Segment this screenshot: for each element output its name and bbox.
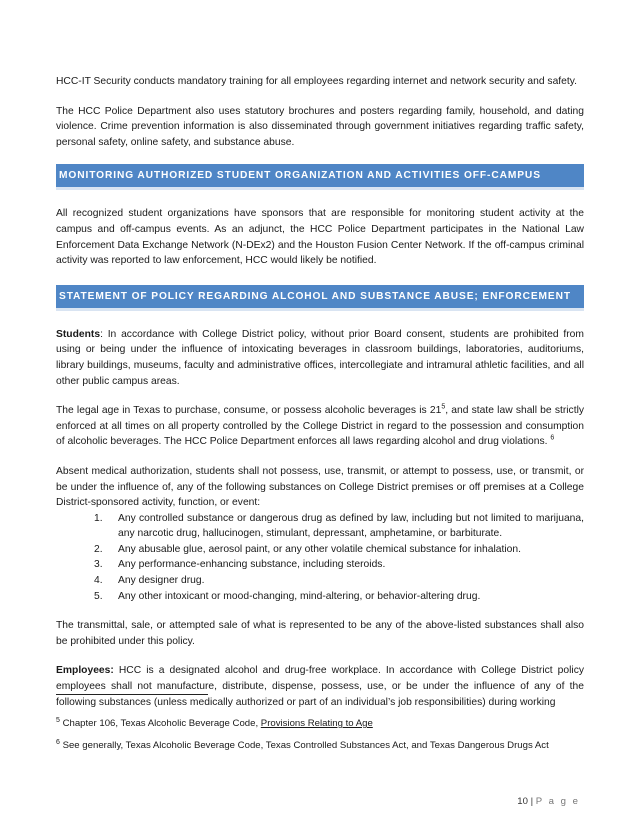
footer-separator: | [527, 796, 536, 807]
paragraph-it-security: HCC-IT Security conducts mandatory training for all employees regarding internet and network security and safety. [56, 76, 578, 87]
list-item: 1. Any controlled substance or dangerous drug as defined by law, including but not limited to marijuana, any narcotic drug, hallucinogen, stimulant, depressant, amphetamine, or barbiturate. [94, 512, 584, 540]
footnote-5-link[interactable]: Provisions Relating to Age [260, 718, 373, 729]
footnote-divider [56, 694, 208, 695]
employees-label: Employees: [56, 665, 114, 677]
page-label: P a g e [535, 796, 580, 807]
paragraph-employees [56, 663, 584, 710]
page-footer [517, 796, 580, 807]
students-label: Students [56, 328, 101, 340]
footnote-ref-6: 6 [550, 434, 555, 442]
paragraph-police-brochures: The HCC Police Department also uses statutory brochures and posters regarding family, household, and dating violence. Crime prevention information is also disseminated through government initiatives regarding traffic safety, personal safety, online safety, and substance abuse. [56, 105, 584, 148]
paragraph-legal-age [56, 403, 584, 450]
document-body [56, 74, 584, 710]
section-heading-monitoring: MONITORING AUTHORIZED STUDENT ORGANIZATION AND ACTIVITIES OFF-CAMPUS [56, 164, 584, 190]
footnote-5 [56, 718, 373, 730]
paragraph-absent-authorization: Absent medical authorization, students shall not possess, use, transmit, or attempt to possess, use, or transmit, or be under the influence of, any of the following substances on College District premises or off premises at a College District-sponsored activity, function, or event: [56, 465, 584, 509]
paragraph-student-organizations: All recognized student organizations have sponsors that are responsible for monitoring student activity at the campus and off-campus events. As an adjunct, the HCC Police Department participates in the National Law Enforcement Data Exchange Network (N-DEx2) and the Houston Fusion Center Network. If the off-campus criminal activity was reported to law enforcement, HCC would likely be notified. [56, 208, 584, 267]
page-number: 10 [517, 796, 528, 807]
list-item: 4. Any designer drug. [94, 575, 205, 587]
legal-age-text-a: The legal age in Texas to purchase, consume, or possess alcoholic beverages is 21 [56, 405, 442, 417]
list-item: 3. Any performance-enhancing substance, including steroids. [94, 559, 386, 571]
employees-text: HCC is a designated alcohol and drug-free workplace. In accordance with College District policy employees shall not manufacture, distribute, dispense, possess, use, or be under the influence of any of the following substances (unless medically authorized or part of an individual’s job responsibilities) during working [56, 665, 584, 708]
footnote-ref-5: 5 [441, 403, 446, 411]
prohibited-substances-list [56, 511, 584, 605]
section-heading-alcohol-policy: STATEMENT OF POLICY REGARDING ALCOHOL AND SUBSTANCE ABUSE; ENFORCEMENT [56, 285, 584, 311]
students-text: : In accordance with College District policy, without prior Board consent, students are prohibited from using or being under the influence of intoxicating beverages in classroom buildings, laboratories, auditoriums, library buildings, museums, faculty and administrative offices, intercollegiate and intramural athletic facilities, and all other public campus areas. [56, 328, 584, 387]
footnote-6-text: See generally, Texas Alcoholic Beverage Code, Texas Controlled Substances Act, and Texas Dangerous Drugs Act [59, 740, 549, 751]
list-item: 5. Any other intoxicant or mood-changing, mind-altering, or behavior-altering drug. [94, 590, 481, 602]
footnote-6-number: 6 [56, 738, 60, 746]
footnote-6 [56, 740, 549, 752]
legal-age-text-b: , and state law shall be strictly enforced at all times on all property controlled by the College District in regard to the possession and consumption of alcoholic beverages. The HCC Police Department enforces all laws regarding alcohol and drug violations. [56, 405, 585, 448]
list-item: 2. Any abusable glue, aerosol paint, or any other volatile chemical substance for inhalation. [94, 543, 521, 555]
footnote-5-number: 5 [56, 716, 60, 724]
paragraph-transmittal: The transmittal, sale, or attempted sale of what is represented to be any of the above-listed substances shall also be prohibited under this policy. [56, 620, 584, 647]
paragraph-students [56, 327, 584, 389]
footnote-5-text: Chapter 106, Texas Alcoholic Beverage Code, [59, 718, 261, 729]
